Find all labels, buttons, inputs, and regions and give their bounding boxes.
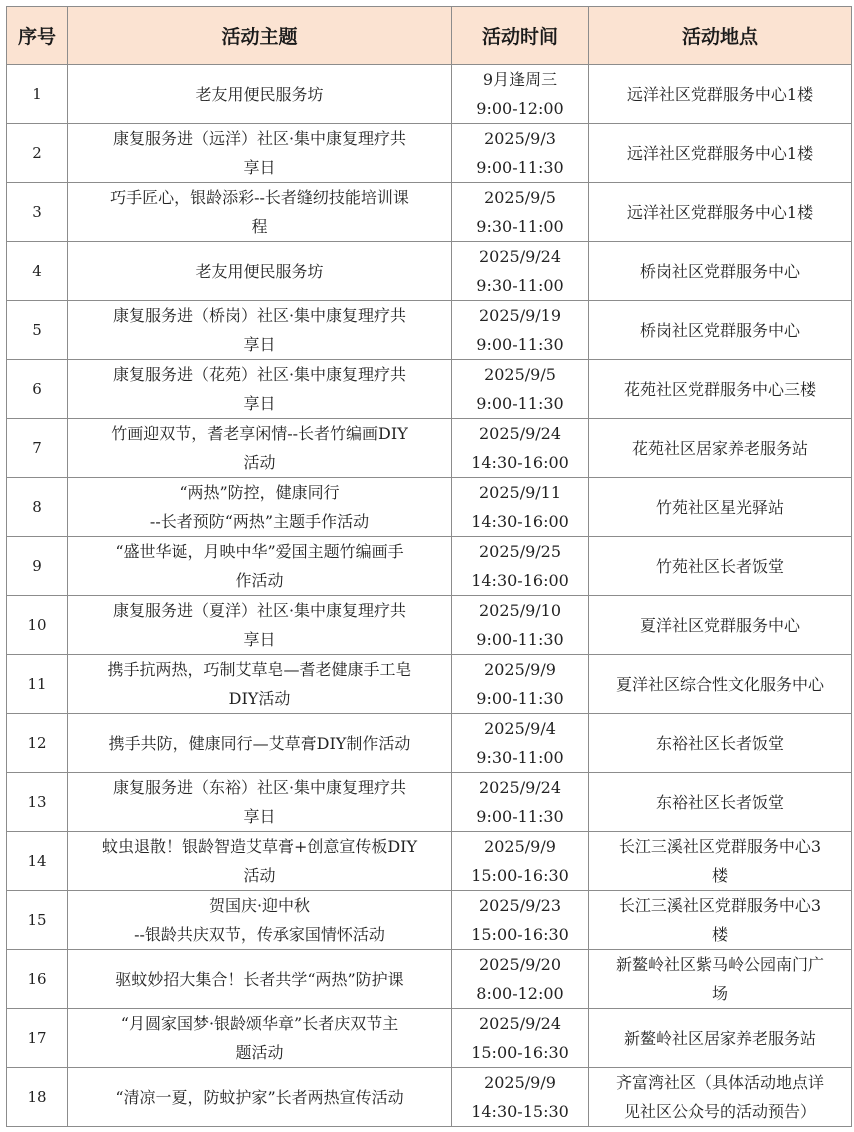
header-row bbox=[7, 7, 852, 65]
activity-theme-line: 老友用便民服务坊 bbox=[195, 261, 324, 281]
activity-theme bbox=[68, 183, 452, 242]
activity-place bbox=[589, 537, 852, 596]
activity-date: 2025/9/19 bbox=[478, 306, 562, 325]
activity-date: 2025/9/24 bbox=[478, 424, 562, 443]
row-index: 5 bbox=[7, 301, 68, 360]
activity-time bbox=[452, 242, 589, 301]
activity-theme bbox=[68, 714, 452, 773]
activity-theme-line: 程 bbox=[251, 217, 268, 236]
activity-date: 9月逢周三 bbox=[482, 70, 558, 89]
activity-place-line: 夏洋社区党群服务中心 bbox=[639, 615, 800, 635]
row-index: 11 bbox=[7, 655, 68, 714]
activity-theme-line: 享日 bbox=[243, 630, 276, 649]
activity-time bbox=[452, 596, 589, 655]
table-row bbox=[7, 950, 852, 1009]
row-index: 6 bbox=[7, 360, 68, 419]
activity-theme bbox=[68, 596, 452, 655]
activity-time: 9:00-11:30 bbox=[476, 807, 564, 826]
activity-theme bbox=[68, 832, 452, 891]
activity-time bbox=[452, 655, 589, 714]
activity-theme-line: 康复服务进（桥岗）社区·集中康复理疗共 bbox=[112, 306, 407, 325]
activity-time bbox=[452, 1068, 589, 1127]
table-row bbox=[7, 596, 852, 655]
table-body bbox=[7, 65, 852, 1127]
activity-theme bbox=[68, 65, 452, 124]
activity-place bbox=[589, 65, 852, 124]
table-row bbox=[7, 183, 852, 242]
activity-date: 2025/9/23 bbox=[478, 896, 562, 915]
activity-place bbox=[589, 478, 852, 537]
activity-time bbox=[452, 891, 589, 950]
activity-date: 2025/9/9 bbox=[484, 837, 556, 856]
activity-theme-line: “两热”防控，健康同行 bbox=[179, 483, 340, 502]
activity-theme bbox=[68, 301, 452, 360]
row-index: 13 bbox=[7, 773, 68, 832]
table-row bbox=[7, 301, 852, 360]
activity-theme-line: 康复服务进（花苑）社区·集中康复理疗共 bbox=[112, 365, 407, 384]
activity-theme-line: 老友用便民服务坊 bbox=[195, 84, 324, 104]
table-row bbox=[7, 360, 852, 419]
activity-theme-line: 康复服务进（远洋）社区·集中康复理疗共 bbox=[112, 129, 407, 148]
activity-place-line: 见社区公众号的活动预告） bbox=[623, 1102, 816, 1121]
activity-time: 9:00-11:30 bbox=[476, 394, 564, 413]
activity-date: 2025/9/3 bbox=[484, 129, 556, 148]
activity-time: 9:30-11:00 bbox=[476, 217, 564, 236]
activity-theme-line: 驱蚊妙招大集合！长者共学“两热”防护课 bbox=[115, 969, 404, 989]
activity-date: 2025/9/24 bbox=[478, 247, 562, 266]
activity-time: 14:30-16:00 bbox=[471, 512, 569, 531]
activity-date: 2025/9/24 bbox=[478, 1014, 562, 1033]
activity-place-line: 楼 bbox=[711, 925, 728, 944]
row-index: 12 bbox=[7, 714, 68, 773]
activity-theme bbox=[68, 773, 452, 832]
activity-place-line: 东裕社区长者饭堂 bbox=[655, 792, 784, 812]
activity-schedule-table bbox=[6, 6, 852, 1127]
table-row bbox=[7, 832, 852, 891]
activity-place-line: 楼 bbox=[711, 866, 728, 885]
activity-place-line: 桥岗社区党群服务中心 bbox=[639, 261, 800, 281]
activity-place bbox=[589, 655, 852, 714]
table-row bbox=[7, 655, 852, 714]
activity-theme-line: 题活动 bbox=[235, 1043, 284, 1062]
row-index: 1 bbox=[7, 65, 68, 124]
row-index: 10 bbox=[7, 596, 68, 655]
activity-time bbox=[452, 301, 589, 360]
activity-place-line: 长江三溪社区党群服务中心3 bbox=[618, 896, 822, 915]
activity-place-line: 花苑社区党群服务中心三楼 bbox=[623, 379, 816, 399]
activity-place bbox=[589, 832, 852, 891]
activity-time: 14:30-15:30 bbox=[471, 1102, 569, 1121]
activity-theme bbox=[68, 950, 452, 1009]
activity-place-line: 新鳌岭社区居家养老服务站 bbox=[623, 1028, 816, 1048]
activity-date: 2025/9/24 bbox=[478, 778, 562, 797]
activity-place-line: 远洋社区党群服务中心1楼 bbox=[626, 202, 814, 222]
activity-theme bbox=[68, 360, 452, 419]
activity-theme-line: “盛世华诞，月映中华”爱国主题竹编画手 bbox=[115, 542, 404, 561]
activity-theme bbox=[68, 1068, 452, 1127]
row-index: 2 bbox=[7, 124, 68, 183]
activity-theme-line: 活动 bbox=[243, 866, 276, 885]
activity-place bbox=[589, 596, 852, 655]
activity-theme-line: --长者预防“两热”主题手作活动 bbox=[149, 512, 370, 531]
activity-time bbox=[452, 360, 589, 419]
activity-theme-line: “清凉一夏，防蚊护家”长者两热宣传活动 bbox=[115, 1087, 404, 1107]
activity-time bbox=[452, 183, 589, 242]
row-index: 4 bbox=[7, 242, 68, 301]
activity-date: 2025/9/5 bbox=[484, 188, 556, 207]
activity-date: 2025/9/10 bbox=[478, 601, 562, 620]
activity-time: 9:30-11:00 bbox=[476, 748, 564, 767]
table-row bbox=[7, 537, 852, 596]
activity-place-line: 东裕社区长者饭堂 bbox=[655, 733, 784, 753]
row-index: 14 bbox=[7, 832, 68, 891]
activity-time: 9:00-11:30 bbox=[476, 335, 564, 354]
table-row bbox=[7, 419, 852, 478]
activity-theme-line: 享日 bbox=[243, 394, 276, 413]
activity-date: 2025/9/11 bbox=[478, 483, 562, 502]
activity-time: 9:00-11:30 bbox=[476, 630, 564, 649]
activity-time bbox=[452, 419, 589, 478]
activity-theme-line: “月圆家国梦·银龄颂华章”长者庆双节主 bbox=[120, 1014, 399, 1033]
table-row bbox=[7, 124, 852, 183]
activity-place bbox=[589, 242, 852, 301]
activity-place-line: 花苑社区居家养老服务站 bbox=[631, 438, 808, 458]
activity-time: 9:00-12:00 bbox=[476, 99, 564, 118]
activity-place-line: 长江三溪社区党群服务中心3 bbox=[618, 837, 822, 856]
activity-time: 15:00-16:30 bbox=[471, 1043, 569, 1062]
activity-theme-line: 贺国庆·迎中秋 bbox=[208, 896, 311, 915]
table-row bbox=[7, 773, 852, 832]
activity-place bbox=[589, 301, 852, 360]
activity-date: 2025/9/4 bbox=[484, 719, 556, 738]
table-row bbox=[7, 242, 852, 301]
activity-place-line: 竹苑社区长者饭堂 bbox=[655, 556, 784, 576]
activity-place bbox=[589, 124, 852, 183]
activity-theme bbox=[68, 1009, 452, 1068]
activity-time: 14:30-16:00 bbox=[471, 571, 569, 590]
activity-place-line: 竹苑社区星光驿站 bbox=[655, 497, 784, 517]
activity-theme bbox=[68, 124, 452, 183]
activity-theme-line: DIY活动 bbox=[228, 689, 291, 708]
row-index: 15 bbox=[7, 891, 68, 950]
activity-date: 2025/9/9 bbox=[484, 660, 556, 679]
activity-place-line: 新鳌岭社区紫马岭公园南门广 bbox=[615, 955, 824, 974]
activity-place-line: 夏洋社区综合性文化服务中心 bbox=[615, 674, 824, 694]
activity-theme-line: 康复服务进（东裕）社区·集中康复理疗共 bbox=[112, 778, 407, 797]
activity-place-line: 桥岗社区党群服务中心 bbox=[639, 320, 800, 340]
activity-place-line: 场 bbox=[711, 984, 728, 1003]
table-row bbox=[7, 891, 852, 950]
activity-theme-line: 活动 bbox=[243, 453, 276, 472]
activity-theme bbox=[68, 419, 452, 478]
activity-time: 8:00-12:00 bbox=[476, 984, 564, 1003]
activity-theme-line: 享日 bbox=[243, 807, 276, 826]
activity-theme-line: --银龄共庆双节，传承家国情怀活动 bbox=[134, 925, 385, 944]
activity-time: 15:00-16:30 bbox=[471, 925, 569, 944]
activity-theme-line: 享日 bbox=[243, 158, 276, 177]
row-index: 16 bbox=[7, 950, 68, 1009]
activity-time bbox=[452, 478, 589, 537]
activity-time: 9:00-11:30 bbox=[476, 158, 564, 177]
activity-place bbox=[589, 419, 852, 478]
activity-time bbox=[452, 1009, 589, 1068]
row-index: 7 bbox=[7, 419, 68, 478]
table-row bbox=[7, 65, 852, 124]
activity-theme-line: 巧手匠心，银龄添彩--长者缝纫技能培训课 bbox=[110, 188, 409, 207]
activity-place bbox=[589, 714, 852, 773]
activity-theme-line: 作活动 bbox=[235, 571, 284, 590]
activity-place-line: 齐富湾社区（具体活动地点详 bbox=[615, 1073, 824, 1092]
activity-time bbox=[452, 537, 589, 596]
row-index: 9 bbox=[7, 537, 68, 596]
header-index: 序号 bbox=[7, 7, 68, 65]
table-row bbox=[7, 1068, 852, 1127]
activity-place-line: 远洋社区党群服务中心1楼 bbox=[626, 143, 814, 163]
activity-theme bbox=[68, 242, 452, 301]
activity-place-line: 远洋社区党群服务中心1楼 bbox=[626, 84, 814, 104]
activity-place bbox=[589, 891, 852, 950]
activity-time bbox=[452, 773, 589, 832]
table-row bbox=[7, 714, 852, 773]
activity-time bbox=[452, 714, 589, 773]
activity-date: 2025/9/9 bbox=[484, 1073, 556, 1092]
row-index: 8 bbox=[7, 478, 68, 537]
activity-place bbox=[589, 950, 852, 1009]
activity-place bbox=[589, 773, 852, 832]
activity-theme bbox=[68, 891, 452, 950]
activity-time bbox=[452, 65, 589, 124]
activity-date: 2025/9/20 bbox=[478, 955, 562, 974]
activity-theme-line: 康复服务进（夏洋）社区·集中康复理疗共 bbox=[112, 601, 407, 620]
activity-theme bbox=[68, 655, 452, 714]
activity-theme-line: 享日 bbox=[243, 335, 276, 354]
row-index: 18 bbox=[7, 1068, 68, 1127]
header-place: 活动地点 bbox=[589, 7, 852, 65]
row-index: 17 bbox=[7, 1009, 68, 1068]
activity-place bbox=[589, 1009, 852, 1068]
table-row bbox=[7, 478, 852, 537]
activity-time bbox=[452, 124, 589, 183]
activity-theme-line: 携手抗两热，巧制艾草皂—耆老健康手工皂 bbox=[107, 660, 412, 679]
activity-time: 15:00-16:30 bbox=[471, 866, 569, 885]
activity-time bbox=[452, 832, 589, 891]
activity-theme-line: 蚊虫退散！银龄智造艾草膏+创意宣传板DIY bbox=[101, 837, 418, 856]
activity-time: 9:00-11:30 bbox=[476, 689, 564, 708]
activity-time bbox=[452, 950, 589, 1009]
activity-place bbox=[589, 183, 852, 242]
activity-theme bbox=[68, 478, 452, 537]
activity-place bbox=[589, 360, 852, 419]
activity-date: 2025/9/5 bbox=[484, 365, 556, 384]
activity-place bbox=[589, 1068, 852, 1127]
activity-theme-line: 竹画迎双节，耆老享闲情--长者竹编画DIY bbox=[111, 424, 408, 443]
activity-time: 14:30-16:00 bbox=[471, 453, 569, 472]
table-row bbox=[7, 1009, 852, 1068]
activity-time: 9:30-11:00 bbox=[476, 276, 564, 295]
activity-theme bbox=[68, 537, 452, 596]
row-index: 3 bbox=[7, 183, 68, 242]
header-time: 活动时间 bbox=[452, 7, 589, 65]
header-theme: 活动主题 bbox=[68, 7, 452, 65]
activity-theme-line: 携手共防，健康同行—艾草膏DIY制作活动 bbox=[108, 733, 411, 753]
activity-date: 2025/9/25 bbox=[478, 542, 562, 561]
